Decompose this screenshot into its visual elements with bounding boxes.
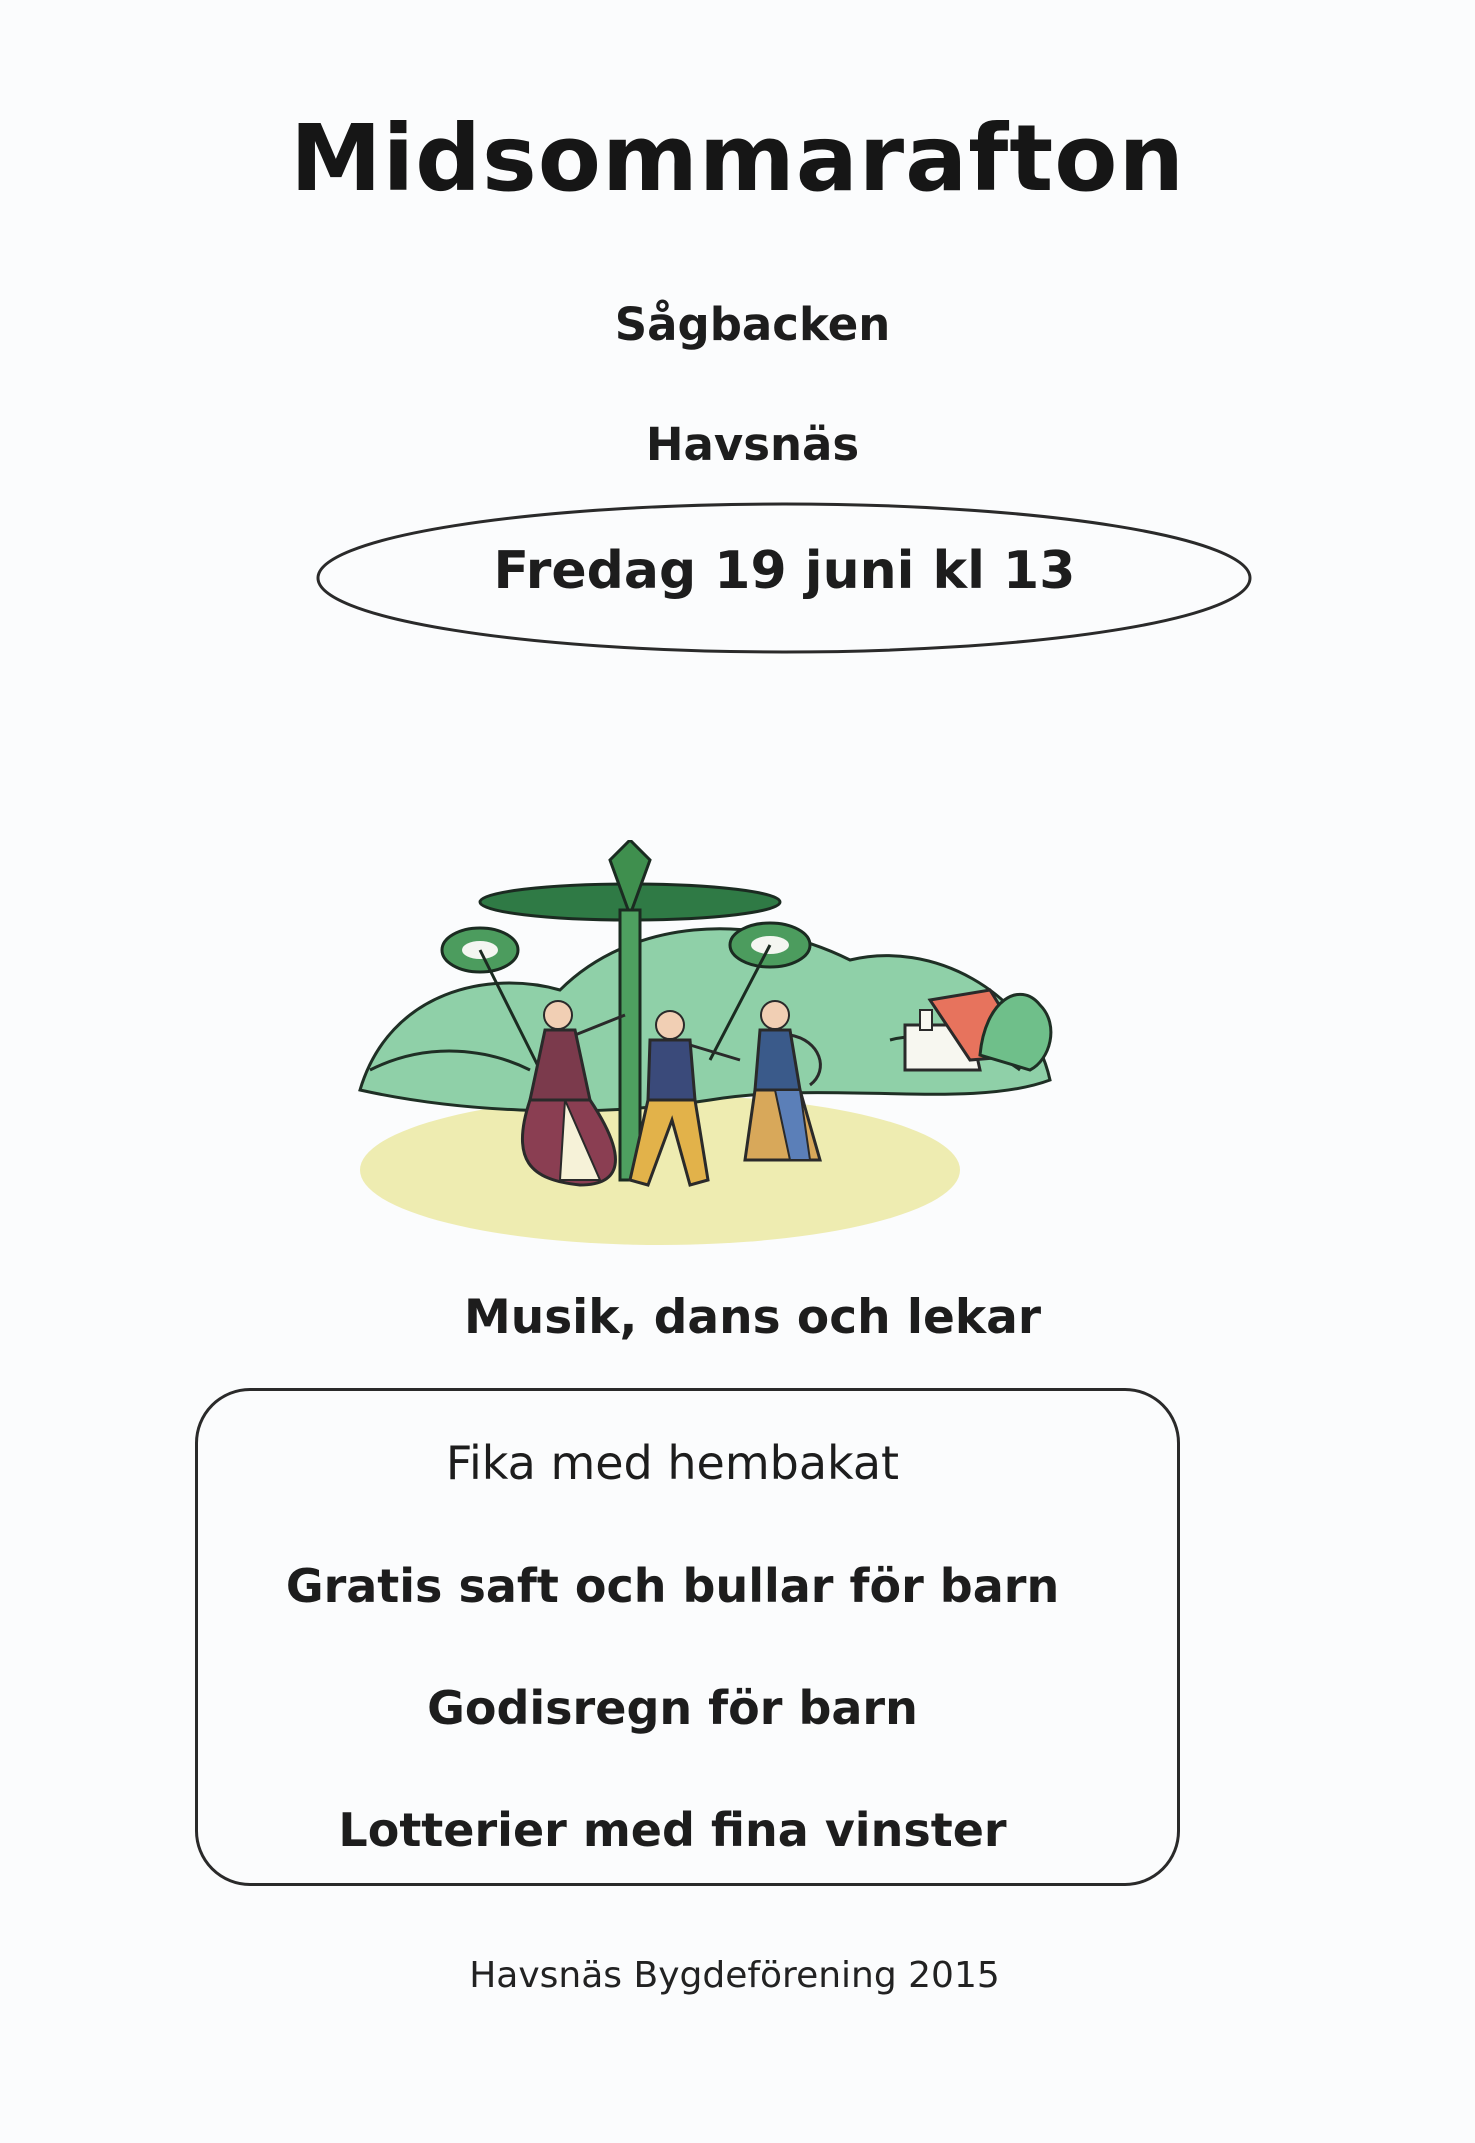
location-line-2: Havsnäs	[645, 418, 860, 471]
date-ellipse	[312, 498, 1257, 658]
activity-item: Godisregn för barn	[427, 1681, 918, 1735]
activity-item: Fika med hembakat	[445, 1436, 900, 1490]
activity-item: Lotterier med fina vinster	[338, 1803, 1007, 1857]
organizer-footer: Havsnäs Bygdeförening 2015	[469, 1955, 1000, 1996]
event-subheading: Musik, dans och lekar	[463, 1290, 1042, 1345]
event-date-time: Fredag 19 juni kl 13	[493, 541, 1076, 601]
maypole-dance-illustration	[330, 840, 1090, 1260]
poster-title: Midsommarafton	[290, 105, 1185, 212]
location-line-1: Sågbacken	[614, 298, 891, 351]
activity-item: Gratis saft och bullar för barn	[285, 1559, 1060, 1613]
activities-box	[195, 1388, 1180, 1886]
